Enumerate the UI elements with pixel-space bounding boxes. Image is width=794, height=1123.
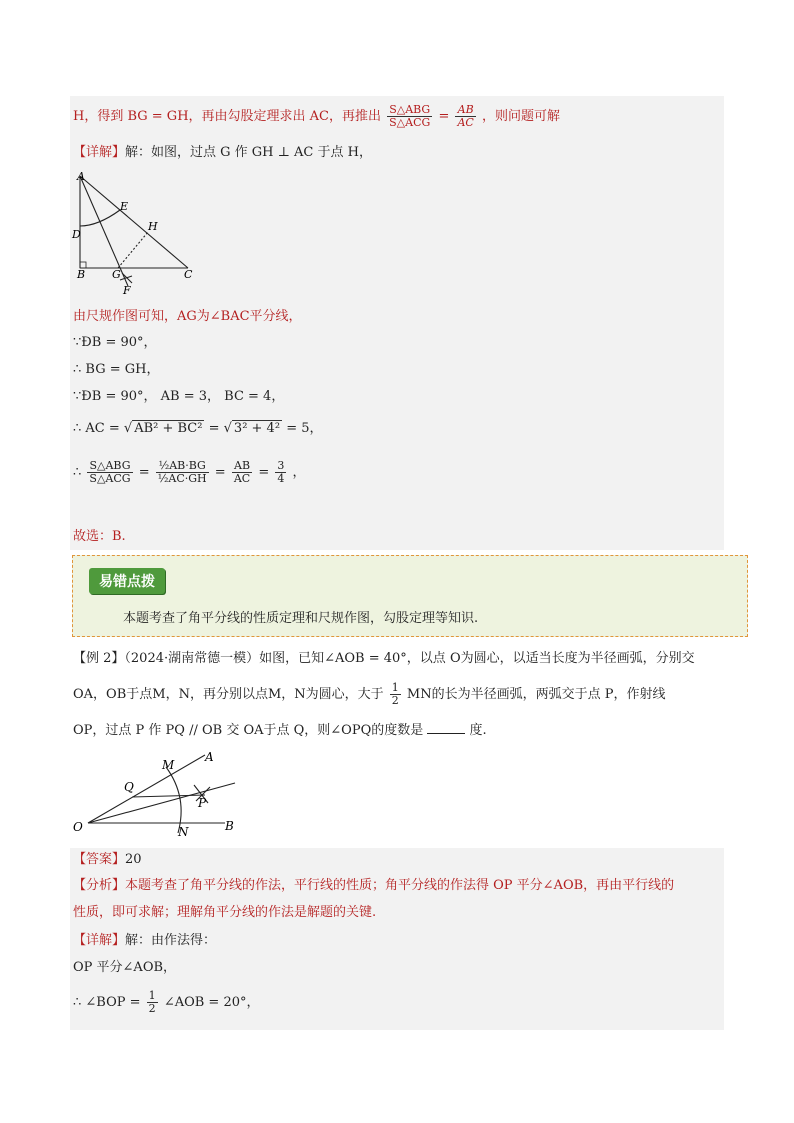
analysis-text-1: 本题考查了角平分线的作法，平行线的性质；角平分线的作法得 OP 平分∠AOB，再由平行线的 (125, 878, 675, 893)
step-4: ∵ÐB = 90°， AB = 3， BC = 4， (73, 389, 285, 404)
equals-sign: = (438, 109, 450, 124)
example2-line1: 【例 2】（2024·湖南常德一模）如图，已知∠AOB = 40°，以点 O为圆心，以适当长度为半径画弧，分别交 (73, 651, 695, 666)
fraction-numerator: ½AB·BG (156, 460, 209, 473)
fraction-area (87, 460, 132, 485)
detail2-step2 (73, 990, 260, 1015)
label-n: N (178, 825, 189, 839)
area-ratio-fraction (387, 104, 432, 129)
step-3: ∴ BG = GH， (73, 362, 160, 377)
answer-blank (427, 721, 465, 734)
example2-line3-a: OP，过点 P 作 PQ // OB 交 OA于点 Q，则∠OPQ的度数是 (73, 723, 424, 738)
example2-line2-b: MN的长为半径画弧，两弧交于点 P，作射线 (406, 687, 666, 702)
step-6-b: ， (292, 465, 306, 480)
fraction-numerator: 3 (277, 459, 285, 472)
detail2-text: 解：由作法得： (125, 933, 217, 948)
detail2-label: 【详解】 (73, 933, 126, 948)
fraction-three-quarters (275, 460, 286, 485)
label-a: A (77, 170, 85, 183)
tip-text: 本题考查了角平分线的性质定理和尺规作图，勾股定理等知识. (123, 611, 479, 626)
fraction-numerator: AB (232, 460, 252, 473)
analysis-label: 【分析】 (73, 878, 126, 893)
detail2-line (73, 932, 216, 950)
step-5-a: ∴ AC = (73, 421, 120, 436)
step-1: 由尺规作图可知，AG为∠BAC平分线， (73, 309, 302, 324)
tip-tag: 易错点拨 (89, 568, 165, 594)
answer-line (73, 851, 142, 869)
fraction-numerator: AB (455, 104, 475, 117)
label-g: G (112, 268, 121, 281)
step-6: ∴ $\frac{\text{S△ABG}}{\text{S△ACG}}$ = $\frac{\text{½AB·BG}}{\text{½AC·GH}}$ = $\frac{AB}{AC}$ = $\frac{3}{4}$ ， (73, 459, 306, 485)
tip-box (72, 555, 748, 637)
fraction-ab-ac (232, 460, 252, 485)
fraction-denominator: ½AC·GH (157, 472, 207, 485)
detail2-step2-a: ∴ ∠BOP = (73, 995, 141, 1010)
detail-line (73, 144, 372, 162)
fraction-numerator: S△ABG (387, 104, 432, 117)
label-e: E (120, 200, 129, 213)
sqrt-3-4: 3² + 4² (233, 421, 281, 436)
half-fraction (390, 682, 401, 707)
example2-line2 (73, 682, 666, 707)
fraction-denominator: AC (457, 116, 474, 129)
fraction-numerator: 1 (148, 989, 156, 1002)
arc-de (80, 210, 120, 226)
sqrt-ab-bc: AB² + BC² (134, 421, 203, 436)
label-h: H (148, 220, 158, 233)
detail-text: 解：如图，过点 G 作 GH ⊥ AC 于点 H， (125, 145, 372, 160)
analysis-line-2: 性质，即可求解；理解角平分线的作法是解题的关键. (73, 905, 377, 920)
step-6-a: ∴ (73, 465, 82, 480)
segment-ac (80, 176, 188, 268)
label-q: Q (124, 780, 134, 794)
fraction-numerator: 1 (391, 681, 399, 694)
angle-figure (70, 745, 250, 840)
step-2: ∵ÐB = 90°， (73, 335, 157, 350)
fraction-denominator: S△ACG (89, 472, 131, 485)
label-o: O (73, 820, 83, 834)
fraction-denominator: AC (233, 472, 251, 485)
fraction-denominator: 2 (148, 1002, 156, 1015)
label-a: A (205, 750, 214, 764)
fraction-denominator: 4 (277, 472, 285, 485)
segment-ag-extended (80, 176, 128, 286)
label-c: C (184, 268, 193, 281)
fraction-numerator: S△ABG (87, 460, 132, 473)
example2-line3-b: 度. (469, 723, 487, 738)
ray-oa (88, 755, 205, 823)
label-p: P (198, 796, 207, 810)
step-5-b: = 5， (286, 421, 323, 436)
analysis-text-a: H，得到 BG = GH，再由勾股定理求出 AC，再推出 (73, 109, 381, 124)
detail2-step1: OP 平分∠AOB， (73, 960, 177, 975)
ray-op (88, 783, 235, 823)
label-d: D (72, 228, 81, 241)
choice-line: 故选：B. (73, 529, 126, 544)
analysis-text-b: ，则问题可解 (482, 109, 561, 124)
example2-line3 (73, 721, 487, 740)
label-b: B (225, 819, 234, 833)
equals-sign: = (208, 421, 220, 436)
answer-value: 20 (125, 852, 142, 867)
label-m: M (162, 758, 175, 772)
fraction-denominator: S△ACG (389, 116, 431, 129)
step-5: ∴ AC = √ AB² + BC² = √ 3² + 4² = 5， (73, 421, 323, 436)
label-b: B (77, 268, 86, 281)
fraction-denominator: 2 (391, 694, 399, 707)
side-ratio-fraction (455, 104, 475, 129)
label-f: F (123, 284, 131, 297)
triangle-figure (70, 168, 210, 298)
analysis-line-1 (73, 877, 674, 895)
fraction-half-products (156, 460, 209, 485)
detail-label: 【详解】 (73, 145, 126, 160)
analysis-line (73, 104, 560, 129)
answer-label: 【答案】 (73, 852, 126, 867)
segment-qp (132, 795, 205, 797)
half-fraction (147, 990, 158, 1015)
segment-gh-dashed (118, 232, 148, 268)
detail2-step2-b: ∠AOB = 20°， (163, 995, 260, 1010)
example2-line2-a: OA，OB于点M，N，再分别以点M，N为圆心，大于 (73, 687, 384, 702)
